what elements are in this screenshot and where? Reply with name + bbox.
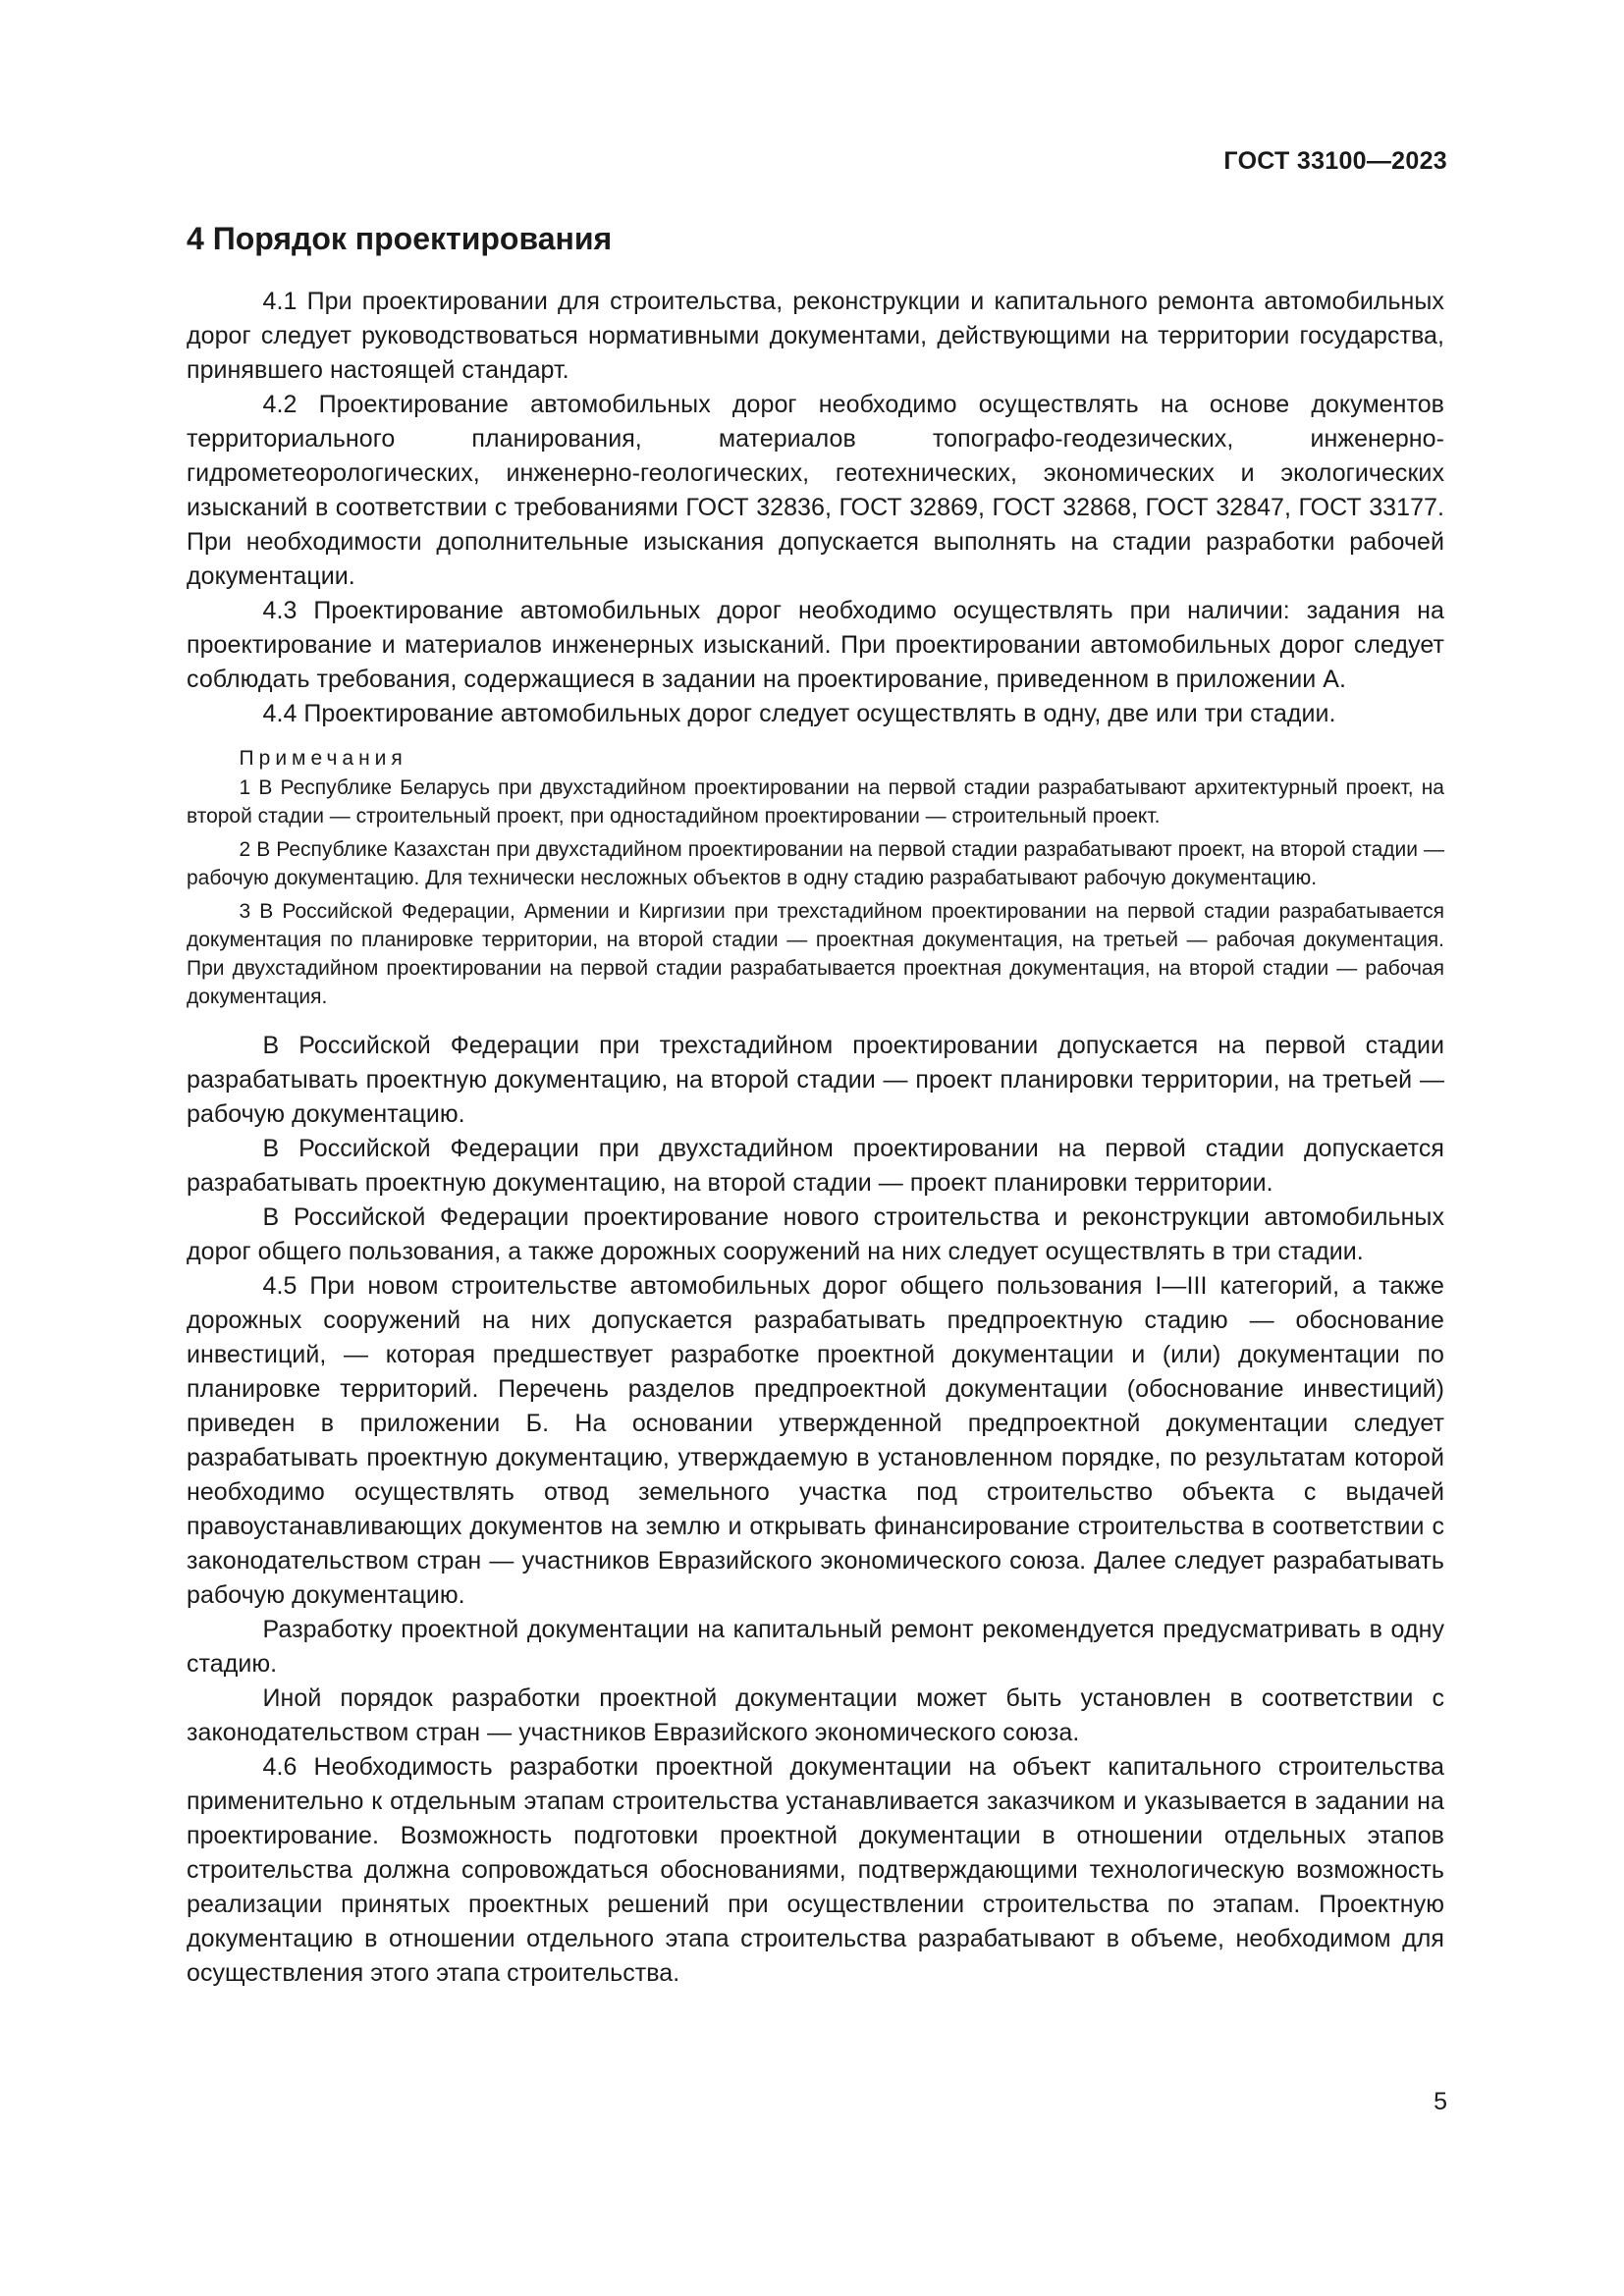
paragraph-4-3: 4.3 Проектирование автомобильных дорог необходимо осуществлять при наличии: задания на проектирование и материалов инженерных изысканий. При проектировании автомобильных дорог следует соблюдать требования, содержащиеся в задании на проектирование, приведенном в приложении А. (187, 597, 1444, 693)
paragraph-4-6: 4.6 Необходимость разработки проектной документации на объект капитального строительства применительно к отдельным этапам строительства устанавливается заказчиком и указывается в задании на проектирование. Возможность подготовки проектной документации в отношении отдельных этапов строительства должна сопровождаться обоснованиями, подтверждающими технологическую возможность реализации принятых проектных решений при осуществлении строительства по этапам. Проектную документацию в отношении отдельного этапа строительства разрабатывают в объеме, необходимом для осуществления этого этапа строительства. (187, 1753, 1444, 1987)
note-item-1: 1 В Республике Беларусь при двухстадийном проектировании на первой стадии разрабатывают архитектурный проект, на второй стадии — строительный проект, при одностадийном проектировании — строительный проект. (187, 776, 1444, 828)
section-title: 4 Порядок проектирования (187, 221, 613, 256)
paragraph-other-order: Иной порядок разработки проектной документации может быть установлен в соответствии с законодательством стран — участников Евразийского экономического союза. (187, 1684, 1444, 1746)
paragraph-4-2: 4.2 Проектирование автомобильных дорог необходимо осуществлять на основе документов территориального планирования, материалов топографо-геодезических, инженерно-гидрометеорологических, инженерно-геологических, геотехнических, экономических и экологических изысканий в соответствии с требованиями ГОСТ 32836, ГОСТ 32869, ГОСТ 32868, ГОСТ 32847, ГОСТ 33177. При необходимости дополнительные изыскания допускается выполнять на стадии разработки рабочей документации. (187, 391, 1444, 590)
paragraph-4-5: 4.5 При новом строительстве автомобильных дорог общего пользования I—III категорий, а также дорожных сооружений на них допускается разрабатывать предпроектную стадию — обоснование инвестиций, — которая предшествует разработке проектной документации и (или) документации по планировке территорий. Перечень разделов предпроектной документации (обоснование инвестиций) приведен в приложении Б. На основании утвержденной предпроектной документации следует разрабатывать проектную документацию, утверждаемую в установленном порядке, по результатам которой необходимо осуществлять отвод земельного участка под строительство объекта с выдачей правоустанавливающих документов на землю и открывать финансирование строительства в соответствии с законодательством стран — участников Евразийского экономического союза. Далее следует разрабатывать рабочую документацию. (187, 1272, 1444, 1609)
page-number: 5 (1434, 2088, 1447, 2115)
paragraph-4-1: 4.1 При проектировании для строительства, реконструкции и капитального ремонта автомобильных дорог следует руководствоваться нормативными документами, действующими на территории государства, принявшего настоящей стандарт. (187, 288, 1444, 384)
paragraph-rf-three-stage: В Российской Федерации при трехстадийном проектировании допускается на первой стадии разрабатывать проектную документацию, на второй стадии — проект планировки территории, на третьей — рабочую документацию. (187, 1032, 1444, 1128)
paragraph-capital-repair: Разработку проектной документации на капитальный ремонт рекомендуется предусматривать в одну стадию. (187, 1616, 1444, 1678)
standard-code: ГОСТ 33100—2023 (1223, 147, 1447, 175)
paragraph-4-4: 4.4 Проектирование автомобильных дорог следует осуществлять в одну, две или три стадии. (262, 700, 1336, 727)
note-item-3: 3 В Российской Федерации, Армении и Киргизии при трехстадийном проектировании на первой стадии разрабатывается документация по планировке территории, на второй стадии — проектная документация, на третьей — рабочая документация. При двухстадийном проектировании на первой стадии разрабатывается проектная документация, на второй стадии — рабочая документация. (187, 900, 1444, 1008)
paragraph-rf-two-stage: В Российской Федерации при двухстадийном проектировании на первой стадии допускается разрабатывать проектную документацию, на второй стадии — проект планировки территории. (187, 1135, 1444, 1197)
notes-title: Примечания (239, 747, 407, 770)
notes-block (187, 743, 1444, 1011)
paragraph-rf-public-roads: В Российской Федерации проектирование нового строительства и реконструкции автомобильных дорог общего пользования, а также дорожных сооружений на них следует осуществлять в три стадии. (187, 1203, 1444, 1265)
note-item-2: 2 В Республике Казахстан при двухстадийном проектировании на первой стадии разрабатывают проект, на второй стадии — рабочую документацию. Для технически несложных объектов в одну стадию разрабатывают рабочую документацию. (187, 838, 1444, 889)
page-content (187, 218, 1444, 1991)
